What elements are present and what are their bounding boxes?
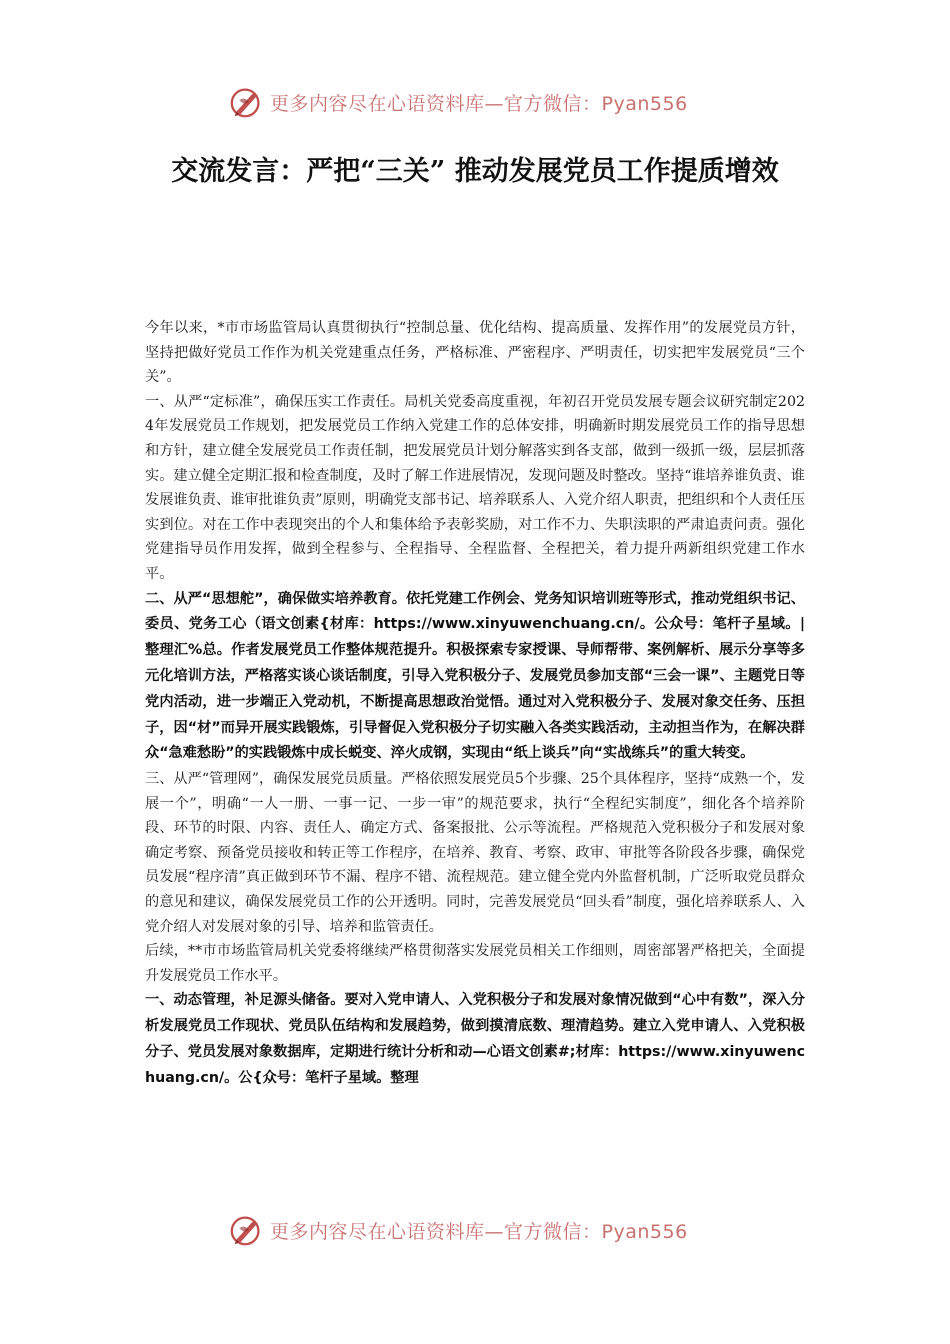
dynamic-management-paragraph: 一、动态管理，补足源头储备。要对入党申请人、入党积极分子和发展对象情况做到“心中有数”，深入分析发展党员工作现状、党员队伍结构和发展趋势，做到摸清底数、理清趋势。建立入党申请人、入党积极分子、党员发展对象数据库，定期进行统计分析和动—心语文创素#;材库：https://www.xinyuwenchuang.cn/。公{众号：笔杆子星域。整理	[145, 992, 805, 1086]
footer-watermark-banner	[228, 1210, 748, 1250]
watermark-text: 更多内容尽在心语资料库—官方微信：Pyan556	[270, 1220, 688, 1243]
document-title: 交流发言：严把“三关” 推动发展党员工作提质增效	[171, 156, 779, 187]
pen-logo-icon	[228, 1211, 266, 1249]
pen-logo-icon	[228, 83, 266, 121]
document-body	[145, 316, 805, 1092]
follow-up-paragraph: 后续，**市市场监管局机关党委将继续严格贯彻落实发展党员相关工作细则，周密部署严格把关，全面提升发展党员工作水平。	[145, 943, 805, 984]
header-watermark-banner	[228, 82, 748, 122]
section-three-paragraph: 三、从严“管理网”，确保发展党员质量。严格依照发展党员5个步骤、25个具体程序，坚持“成熟一个，发展一个”，明确“一人一册、一事一记、一步一审”的规范要求，执行“全程纪实制度”，细化各个培养阶段、环节的时限、内容、责任人、确定方式、备案报批、公示等流程。严格规范入党积极分子和发展对象确定考察、预备党员接收和转正等工作程序，在培养、教育、考察、政审、审批等各阶段各步骤，确保党员发展“程序清”真正做到环节不漏、程序不错、流程规范。建立健全党内外监督机制，广泛听取党员群众的意见和建议，确保发展党员工作的公开透明。同时，完善发展党员“回头看”制度，强化培养联系人、入党介绍人对发展对象的引导、培养和监管责任。	[145, 771, 805, 935]
section-one-paragraph: 一、从严“定标准”，确保压实工作责任。局机关党委高度重视，年初召开党员发展专题会议研究制定2024年发展党员工作规划，把发展党员工作纳入党建工作的总体安排，明确新时期发展党员工作的指导思想和方针，建立健全发展党员工作责任制，把发展党员计划分解落实到各支部，做到一级抓一级，层层抓落实。建立健全定期汇报和检查制度，及时了解工作进展情况，发现问题及时整改。坚持“谁培养谁负责、谁发展谁负责、谁审批谁负责”原则，明确党支部书记、培养联系人、入党介绍人职责，把组织和个人责任压实到位。对在工作中表现突出的个人和集体给予表彰奖励，对工作不力、失职渎职的严肃追责问责。强化党建指导员作用发挥，做到全程参与、全程指导、全程监督、全程把关，着力提升两新组织党建工作水平。	[145, 393, 805, 582]
watermark-text: 更多内容尽在心语资料库—官方微信：Pyan556	[270, 92, 688, 115]
intro-paragraph: 今年以来，*市市场监管局认真贯彻执行“控制总量、优化结构、提高质量、发挥作用”的发展党员方针，坚持把做好党员工作作为机关党建重点任务，严格标准、严密程序、严明责任，切实把牢发展党员“三个关”。	[145, 320, 805, 386]
section-two-paragraph: 二、从严“思想舵”，确保做实培养教育。依托党建工作例会、党务知识培训班等形式，推动党组织书记、委员、党务工心（语文创素{材库：https://www.xinyuwenchuang.cn/。公众号：笔杆子星域。|整理汇%总。作者发展党员工作整体规范提升。积极探索专家授课、导师帮带、案例解析、展示分享等多元化培训方法，严格落实谈心谈话制度，引导入党积极分子、发展党员参加支部“三会一课”、主题党日等党内活动，进一步端正入党动机，不断提高思想政治觉悟。通过对入党积极分子、发展对象交任务、压担子，因“材”而异开展实践锻炼，引导督促入党积极分子切实融入各类实践活动，主动担当作为，在解决群众“急难愁盼”的实践锻炼中成长蜕变、淬火成钢，实现由“纸上谈兵”向“实战练兵”的重大转变。	[145, 590, 805, 762]
